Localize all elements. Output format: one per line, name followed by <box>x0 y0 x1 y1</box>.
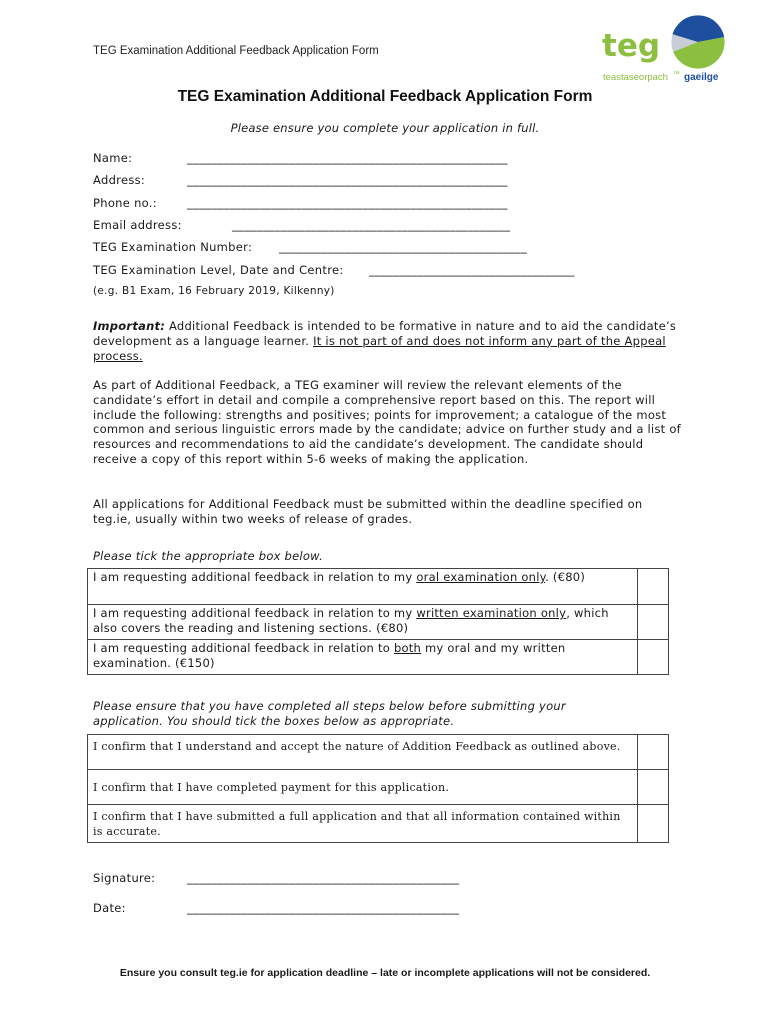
option-written-text: I am requesting additional feedback in relation to my written examination only, which also covers the reading and listening sections. (€80) <box>88 605 638 640</box>
name-label: Name: <box>93 151 133 165</box>
phone-field[interactable] <box>93 196 508 210</box>
important-underlined: It is not part of and does not inform any part of the Appeal process. <box>93 333 666 363</box>
important-lead: Important: <box>93 319 166 333</box>
exam-level-label: TEG Examination Level, Date and Centre: <box>93 263 344 277</box>
description-paragraph: As part of Additional Feedback, a TEG examiner will review the relevant elements of the candidate’s effort in detail and compile a comprehensive report based on this. The report will include the following: strengths and positives; points for improvement; a catalogue of the most common and serious linguistic errors made by the candidate; advice on further study and a list of resources and recommendations to aid the candidate’s development. The candidate should receive a copy of this report within 5-6 weeks of making the application. <box>93 378 681 466</box>
email-field[interactable] <box>93 218 511 232</box>
option-both-text: I am requesting additional feedback in relation to both my oral and my written examination. (€150) <box>88 640 638 675</box>
name-blank-line[interactable]: _____________________________________________________ <box>187 151 508 165</box>
feedback-options-table <box>87 568 669 675</box>
steps-instruction: Please ensure that you have completed all steps below before submitting your application. You should tick the boxes below as appropriate. <box>93 699 566 728</box>
form-title: TEG Examination Additional Feedback Application Form <box>177 88 593 105</box>
confirm-terms-text: I confirm that I understand and accept the nature of Addition Feedback as outlined above. <box>88 735 638 770</box>
exam-level-field[interactable] <box>93 263 575 277</box>
confirm-terms-checkbox[interactable] <box>638 735 669 770</box>
exam-level-blank-line[interactable]: __________________________________ <box>369 263 575 277</box>
option-oral-checkbox[interactable] <box>638 569 669 605</box>
logo-pie-icon <box>671 15 725 69</box>
logo-superscript: na <box>674 70 680 76</box>
confirm-payment-text: I confirm that I have completed payment for this application. <box>88 770 638 805</box>
confirm-accuracy-checkbox[interactable] <box>638 805 669 843</box>
table-row <box>88 770 669 805</box>
phone-blank-line[interactable]: _____________________________________________________ <box>187 196 508 210</box>
email-blank-line[interactable]: ______________________________________________ <box>232 218 511 232</box>
option-written-checkbox[interactable] <box>638 605 669 640</box>
footer-warning: Ensure you consult teg.ie for application deadline – late or incomplete applications will not be considered. <box>119 967 651 979</box>
phone-label: Phone no.: <box>93 196 157 210</box>
confirm-accuracy-text: I confirm that I have submitted a full application and that all information contained within is accurate. <box>88 805 638 843</box>
option-both-checkbox[interactable] <box>638 640 669 675</box>
table-row <box>88 569 669 605</box>
date-label: Date: <box>93 901 126 915</box>
address-field[interactable] <box>93 173 508 187</box>
signature-field[interactable] <box>93 871 460 885</box>
name-field[interactable] <box>93 151 508 165</box>
address-label: Address: <box>93 173 146 187</box>
important-text: Additional Feedback is intended to be formative in nature and to aid the candidate’s development as a language learner. <box>93 319 677 348</box>
logo-subtext-gaeilge: gaeilge <box>684 72 719 83</box>
logo-wordmark: teg <box>602 28 661 64</box>
exam-level-example: (e.g. B1 Exam, 16 February 2019, Kilkenny) <box>93 285 335 297</box>
exam-number-field[interactable] <box>93 240 528 254</box>
tick-instruction: Please tick the appropriate box below. <box>93 549 323 563</box>
deadline-paragraph: All applications for Additional Feedback must be submitted within the deadline specified on teg.ie, usually within two weeks of release of grades. <box>93 497 643 526</box>
important-paragraph <box>93 319 683 363</box>
confirm-payment-checkbox[interactable] <box>638 770 669 805</box>
date-blank-line[interactable]: _____________________________________________ <box>187 901 460 915</box>
signature-blank-line[interactable]: _____________________________________________ <box>187 871 460 885</box>
logo-subtext: teastaseorpach <box>603 72 668 83</box>
exam-number-label: TEG Examination Number: <box>93 240 253 254</box>
exam-number-blank-line[interactable]: _________________________________________ <box>279 240 528 254</box>
email-label: Email address: <box>93 218 182 232</box>
date-field[interactable] <box>93 901 460 915</box>
signature-label: Signature: <box>93 871 156 885</box>
address-blank-line[interactable]: _____________________________________________________ <box>187 173 508 187</box>
table-row <box>88 640 669 675</box>
form-instruction: Please ensure you complete your application in full. <box>230 121 540 135</box>
option-oral-text: I am requesting additional feedback in relation to my oral examination only. (€80) <box>88 569 638 605</box>
table-row <box>88 605 669 640</box>
running-header: TEG Examination Additional Feedback Application Form <box>93 45 379 57</box>
table-row <box>88 805 669 843</box>
confirmations-table <box>87 734 669 843</box>
table-row <box>88 735 669 770</box>
teg-logo <box>600 12 730 86</box>
